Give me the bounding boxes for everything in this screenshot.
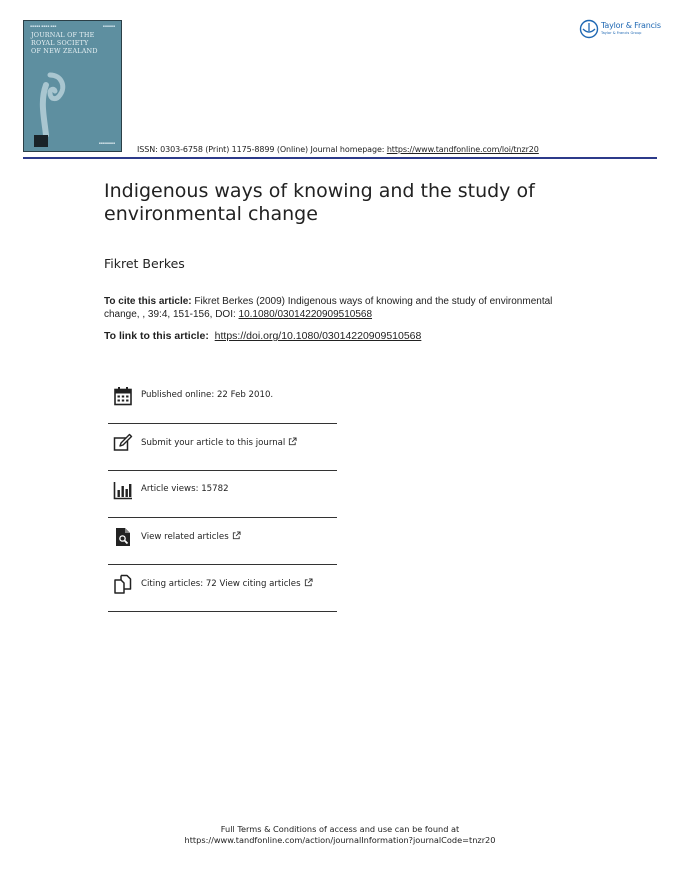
publisher-subtitle: Taylor & Francis Group (601, 31, 642, 35)
article-title: Indigenous ways of knowing and the study of environmental change (104, 180, 535, 225)
article-link-line (104, 330, 421, 342)
citation-block (104, 295, 574, 321)
cover-title: JOURNAL OF THE ROYAL SOCIETY OF NEW ZEALAND (31, 31, 98, 55)
external-link-icon (304, 578, 313, 587)
citation-text: Fikret Berkes (2009) Indigenous ways of knowing and the study of environmental change, , 39:4, 151-156, DOI: (104, 296, 553, 320)
journal-homepage-link[interactable]: https://www.tandfonline.com/loi/tnzr20 (386, 145, 539, 154)
external-link-icon (232, 531, 241, 540)
citation-label: To cite this article: (104, 296, 192, 307)
cover-logo-block (34, 135, 48, 147)
publisher-logo[interactable] (579, 19, 663, 41)
article-metrics-list (108, 377, 337, 612)
publisher-name: Taylor & Francis (601, 21, 661, 30)
cover-small-text: ▪▪▪▪▪▪ (102, 24, 115, 28)
published-online-row (108, 377, 337, 424)
journal-cover (23, 20, 122, 152)
citing-articles-row[interactable] (108, 565, 337, 612)
citing-articles-icon (113, 574, 133, 594)
bar-chart-icon (113, 480, 133, 500)
cover-publisher-mark: ▪▪▪▪▪▪▪▪ (98, 141, 115, 145)
doi-link[interactable]: 10.1080/03014220909510568 (238, 309, 373, 320)
cover-koru-image (32, 71, 72, 139)
cover-small-text: ▪▪▪▪▪ ▪▪▪▪ ▪▪▪ (30, 24, 57, 28)
edit-icon (113, 433, 133, 453)
external-link-icon (288, 437, 297, 446)
submit-article-link[interactable]: Submit your article to this journal (141, 437, 297, 448)
calendar-icon (113, 386, 133, 406)
taylor-francis-icon (579, 19, 599, 39)
link-label: To link to this article: (104, 330, 209, 342)
footer-terms-url[interactable]: https://www.tandfonline.com/action/journalInformation?journalCode=tnzr20 (184, 835, 496, 845)
citing-articles-link[interactable]: Citing articles: 72 View citing articles (141, 578, 313, 589)
related-articles-link[interactable]: View related articles (141, 531, 241, 542)
header-divider (23, 157, 657, 159)
related-articles-row[interactable] (108, 518, 337, 565)
article-doi-url[interactable]: https://doi.org/10.1080/03014220909510568 (214, 330, 422, 342)
footer-terms (0, 824, 680, 846)
article-views-text: Article views: 15782 (141, 484, 229, 494)
issn-line: ISSN: 0303-6758 (Print) 1175-8899 (Online) Journal homepage: https://www.tandfonline.com/loi/tnzr20 (137, 145, 539, 154)
submit-article-row[interactable] (108, 424, 337, 471)
published-online-text: Published online: 22 Feb 2010. (141, 390, 274, 400)
article-views-row (108, 471, 337, 518)
footer-terms-text: Full Terms & Conditions of access and use can be found at (220, 824, 460, 834)
search-document-icon (113, 527, 133, 547)
article-author: Fikret Berkes (104, 256, 185, 271)
